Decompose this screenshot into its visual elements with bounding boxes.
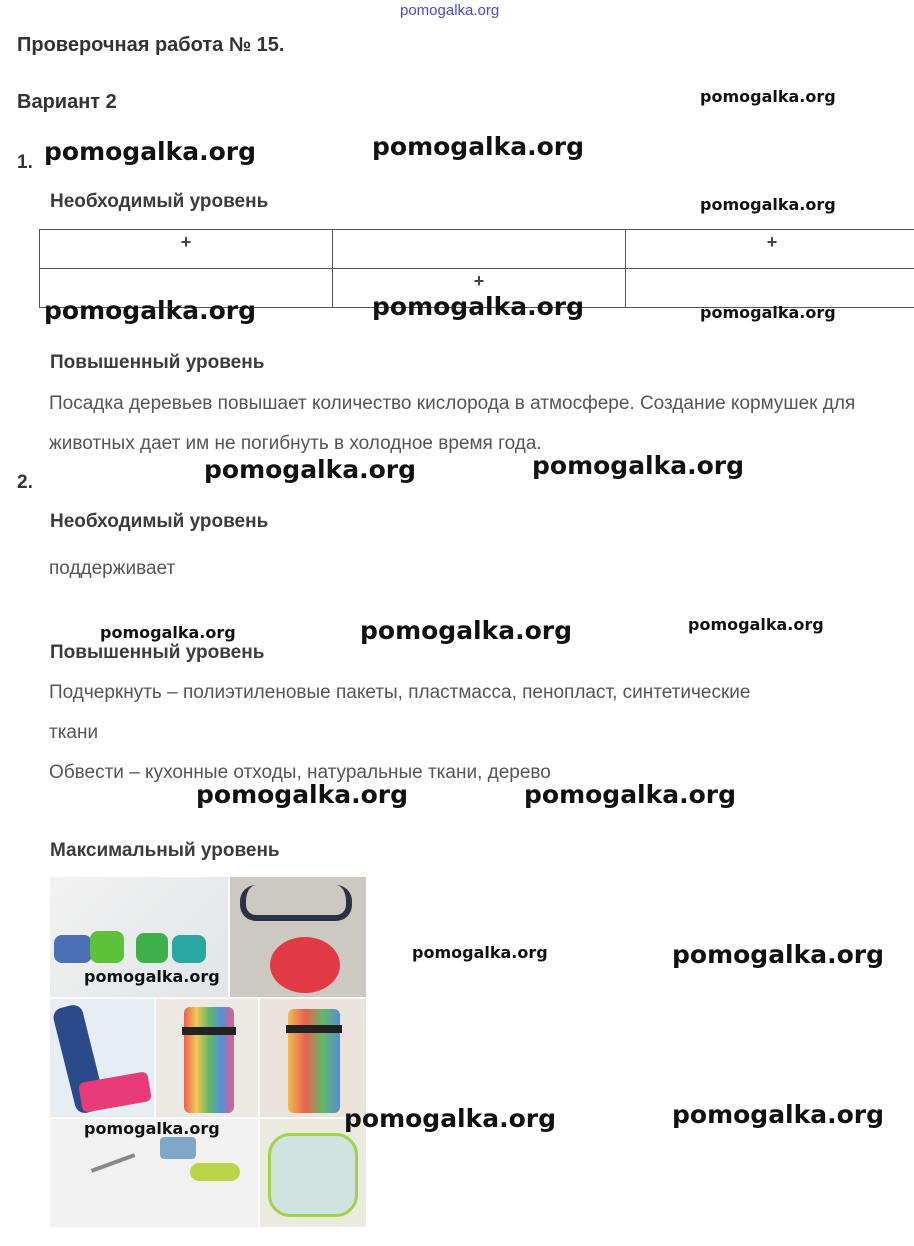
watermark: pomogalka.org bbox=[524, 780, 737, 809]
watermark: pomogalka.org bbox=[44, 296, 257, 325]
watermark: pomogalka.org bbox=[688, 615, 824, 634]
watermark: pomogalka.org bbox=[344, 1104, 557, 1133]
table-cell bbox=[626, 269, 914, 308]
table-row bbox=[40, 230, 914, 269]
bottle-case-photo bbox=[260, 1119, 366, 1227]
site-link[interactable]: pomogalka.org bbox=[400, 2, 500, 19]
task-1-required-level: Необходимый уровень bbox=[50, 191, 269, 212]
watermark: pomogalka.org bbox=[412, 943, 548, 962]
watermark: pomogalka.org bbox=[196, 780, 409, 809]
task-2-advanced-level: Повышенный уровень bbox=[50, 642, 265, 663]
watermark: pomogalka.org bbox=[700, 195, 836, 214]
watermark: pomogalka.org bbox=[372, 292, 585, 321]
watermark: pomogalka.org bbox=[672, 1100, 885, 1129]
watermark: pomogalka.org bbox=[84, 1119, 220, 1138]
watermark: pomogalka.org bbox=[204, 455, 417, 484]
watermark: pomogalka.org bbox=[100, 623, 236, 642]
page-title: Проверочная работа № 15. bbox=[17, 34, 285, 56]
task-2-max-level: Максимальный уровень bbox=[50, 840, 280, 861]
task-2-advanced-line: Обвести – кухонные отходы, натуральные ткани, дерево bbox=[49, 762, 551, 783]
watermark: pomogalka.org bbox=[372, 132, 585, 161]
pencils-bottle-photo-2 bbox=[260, 999, 366, 1117]
watermark: pomogalka.org bbox=[84, 967, 220, 986]
task-2-required-text: поддерживает bbox=[49, 558, 176, 579]
table-cell: + bbox=[626, 230, 914, 269]
bottle-zipper-photo bbox=[230, 877, 366, 997]
table-cell bbox=[333, 230, 626, 269]
task-1-number: 1. bbox=[17, 152, 33, 173]
variant-heading: Вариант 2 bbox=[17, 91, 117, 113]
task-2-advanced-line: ткани bbox=[49, 722, 99, 743]
pencils-bottle-photo bbox=[156, 999, 258, 1117]
table-cell: + bbox=[333, 269, 626, 308]
watermark: pomogalka.org bbox=[44, 137, 257, 166]
task-1-advanced-level: Повышенный уровень bbox=[50, 352, 265, 373]
task-2-number: 2. bbox=[17, 472, 33, 493]
table-cell: + bbox=[40, 230, 333, 269]
watermark: pomogalka.org bbox=[672, 940, 885, 969]
watermark: pomogalka.org bbox=[360, 616, 573, 645]
watermark: pomogalka.org bbox=[532, 451, 745, 480]
task-2-advanced-line: Подчеркнуть – полиэтиленовые пакеты, пластмасса, пенопласт, синтетические bbox=[49, 682, 751, 703]
task-1-advanced-text: Посадка деревьев повышает количество кислорода в атмосфере. Создание кормушек для животных дает им не погибнуть в холодное время года. bbox=[49, 393, 856, 454]
pencil-case-photo bbox=[50, 999, 154, 1117]
photo-collage bbox=[50, 877, 366, 1227]
task-2-required-level: Необходимый уровень bbox=[50, 511, 269, 532]
watermark: pomogalka.org bbox=[700, 87, 836, 106]
watermark: pomogalka.org bbox=[700, 303, 836, 322]
